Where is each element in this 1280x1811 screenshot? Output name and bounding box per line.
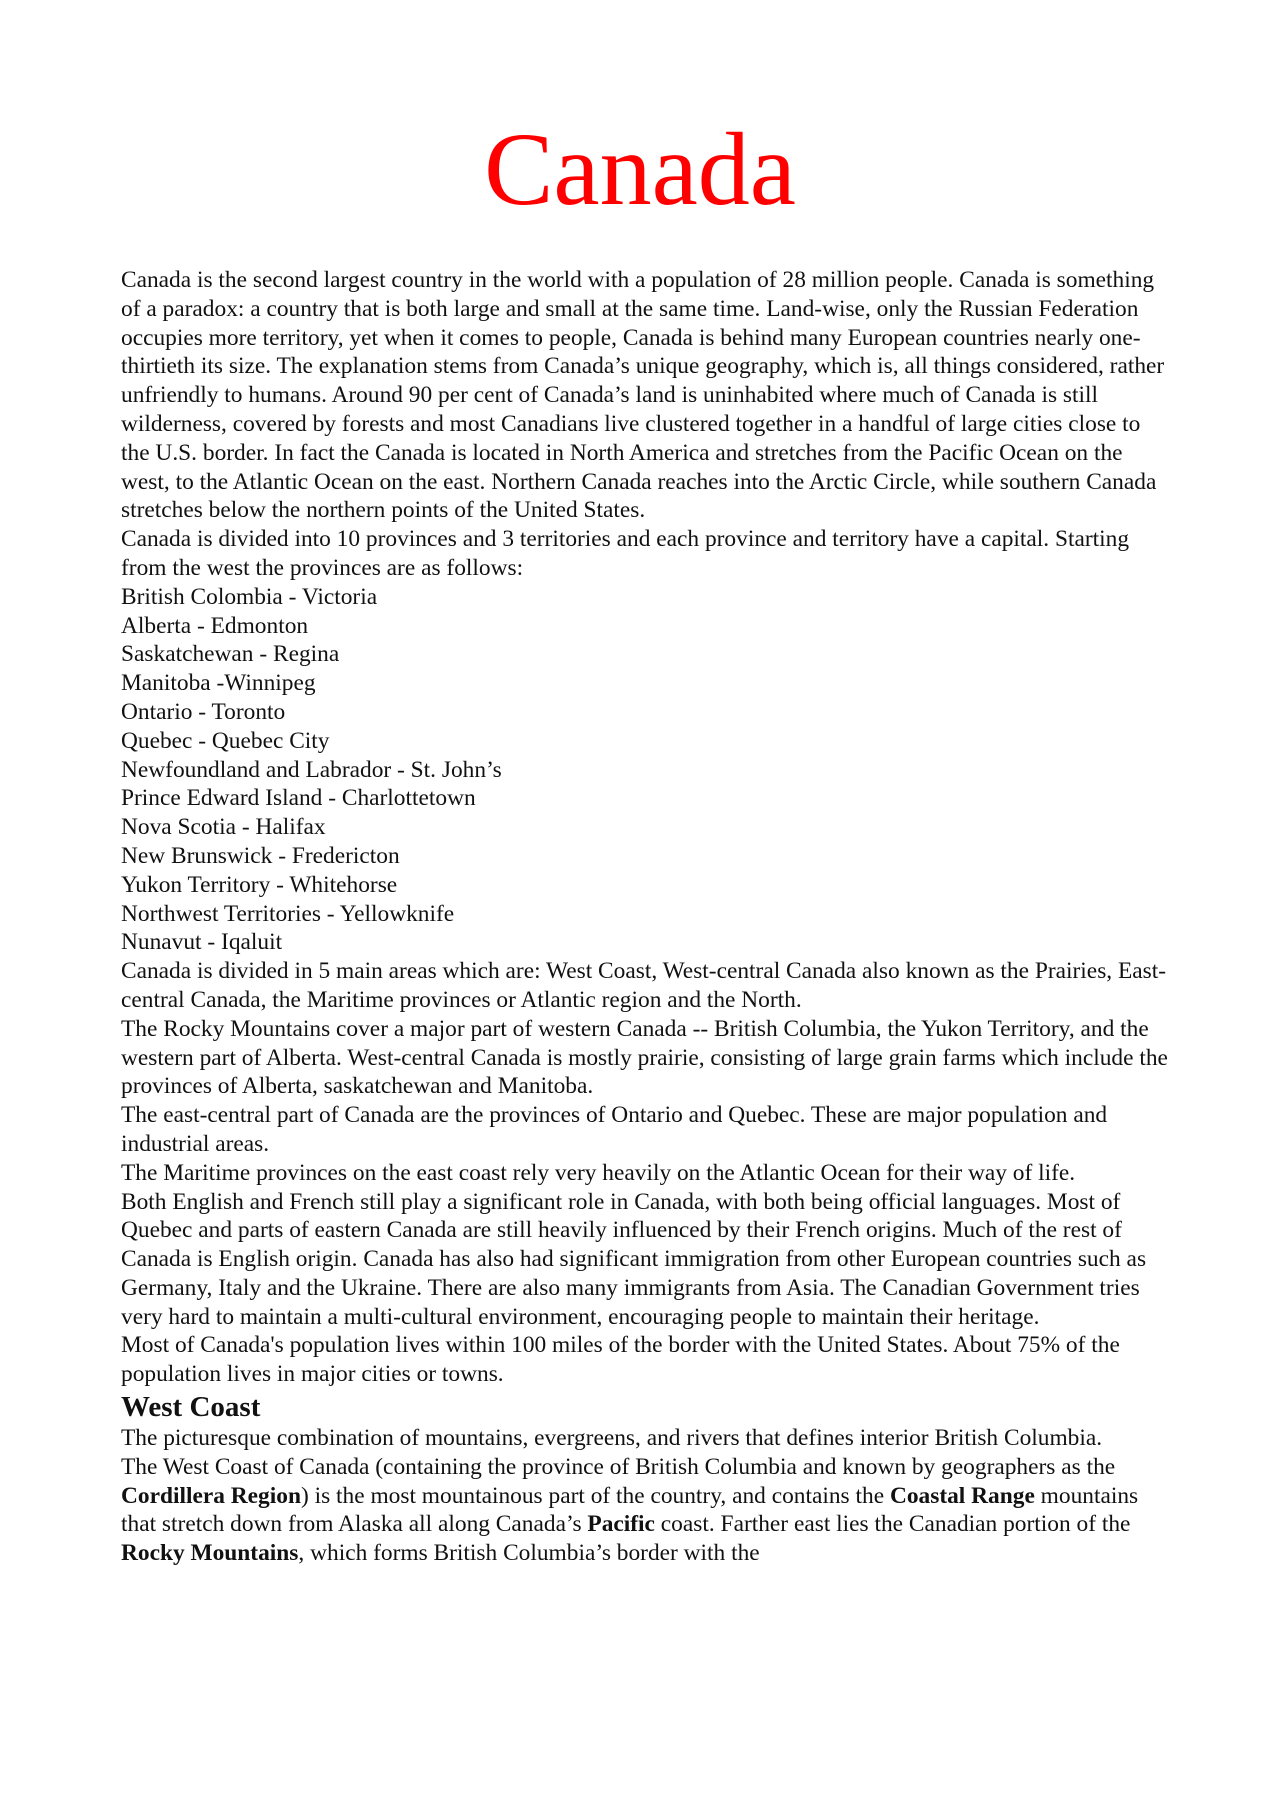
page-title: Canada bbox=[484, 112, 796, 227]
province-item: Nunavut - Iqaluit bbox=[121, 929, 283, 956]
province-item: Quebec - Quebec City bbox=[121, 727, 330, 754]
population-paragraph: Most of Canada's population lives within 100 miles of the border with the United States. About 75% of the population lives in major cities or towns. bbox=[121, 1332, 1120, 1388]
term-cordillera-region: Cordillera Region bbox=[121, 1482, 301, 1509]
text-span: , which forms British Columbia’s border with the bbox=[298, 1540, 760, 1567]
province-list bbox=[121, 583, 1171, 957]
province-item: New Brunswick - Fredericton bbox=[121, 842, 400, 869]
province-item: British Colombia - Victoria bbox=[121, 583, 378, 610]
intro-paragraph: Canada is the second largest country in the world with a population of 28 million people. Canada is something of a paradox: a country that is both large and small at the same time. Land-wise, only the Russian Federation occupies more territory, yet when it comes to people, Canada is behind many European countries nearly one-thirtieth its size. The explanation stems from Canada’s unique geography, which is, all things considered, rather unfriendly to humans. Around 90 per cent of Canada’s land is uninhabited where much of Canada is still wilderness, covered by forests and most Canadians live clustered together in a handful of large cities close to the U.S. border. In fact the Canada is located in North America and stretches from the Pacific Ocean on the west, to the Atlantic Ocean on the east. Northern Canada reaches into the Arctic Circle, while southern Canada stretches below the northern points of the United States. bbox=[121, 267, 1165, 524]
province-item: Manitoba -Winnipeg bbox=[121, 670, 316, 697]
languages-paragraph: Both English and French still play a significant role in Canada, with both being official languages. Most of Quebec and parts of eastern Canada are still heavily influenced by their French origins. Much of the rest of Canada is English origin. Canada has also had significant immigration from other European countries such as Germany, Italy and the Ukraine. There are also many immigrants from Asia. The Canadian Government tries very hard to maintain a multi-cultural environment, encouraging people to maintain their heritage. bbox=[121, 1188, 1147, 1330]
east-central-paragraph: The east-central part of Canada are the provinces of Ontario and Quebec. These are major population and industrial areas. bbox=[121, 1102, 1108, 1157]
province-item: Yukon Territory - Whitehorse bbox=[121, 871, 398, 898]
divisions-intro-paragraph: Canada is divided into 10 provinces and 3 territories and each province and territory have a capital. Starting from the west the provinces are as follows: bbox=[121, 526, 1130, 581]
west-coast-caption: The picturesque combination of mountains, evergreens, and rivers that defines interior British Columbia. bbox=[121, 1425, 1103, 1452]
term-coastal-range: Coastal Range bbox=[889, 1482, 1035, 1509]
document-body bbox=[121, 266, 1171, 1568]
province-item: Nova Scotia - Halifax bbox=[121, 814, 326, 841]
text-span: ) is the most mountainous part of the country, and contains the bbox=[300, 1482, 890, 1509]
term-pacific: Pacific bbox=[587, 1511, 655, 1538]
areas-paragraph: Canada is divided in 5 main areas which are: West Coast, West-central Canada also known as the Prairies, East-central Canada, the Maritime provinces or Atlantic region and the North. bbox=[121, 958, 1167, 1013]
text-span: mountains that stretch down from Alaska all along Canada’s bbox=[121, 1482, 1139, 1538]
west-coast-paragraph bbox=[121, 1453, 1171, 1568]
rocky-mountains-paragraph: The Rocky Mountains cover a major part of western Canada -- British Columbia, the Yukon Territory, and the western part of Alberta. West-central Canada is mostly prairie, consisting of large grain farms which include the provinces of Alberta, saskatchewan and Manitoba. bbox=[121, 1015, 1168, 1100]
text-span: coast. Farther east lies the Canadian portion of the bbox=[654, 1511, 1131, 1538]
term-rocky-mountains: Rocky Mountains bbox=[121, 1540, 299, 1567]
province-item: Saskatchewan - Regina bbox=[121, 641, 340, 668]
text-span: The West Coast of Canada (containing the province of British Columbia and known by geographers as the bbox=[121, 1453, 1116, 1480]
west-coast-heading: West Coast bbox=[121, 1391, 261, 1424]
province-item: Alberta - Edmonton bbox=[121, 612, 309, 639]
province-item: Ontario - Toronto bbox=[121, 698, 286, 725]
maritime-paragraph: The Maritime provinces on the east coast rely very heavily on the Atlantic Ocean for their way of life. bbox=[121, 1159, 1076, 1186]
province-item: Newfoundland and Labrador - St. John’s bbox=[121, 756, 502, 783]
province-item: Prince Edward Island - Charlottetown bbox=[121, 785, 476, 812]
province-item: Northwest Territories - Yellowknife bbox=[121, 900, 455, 927]
